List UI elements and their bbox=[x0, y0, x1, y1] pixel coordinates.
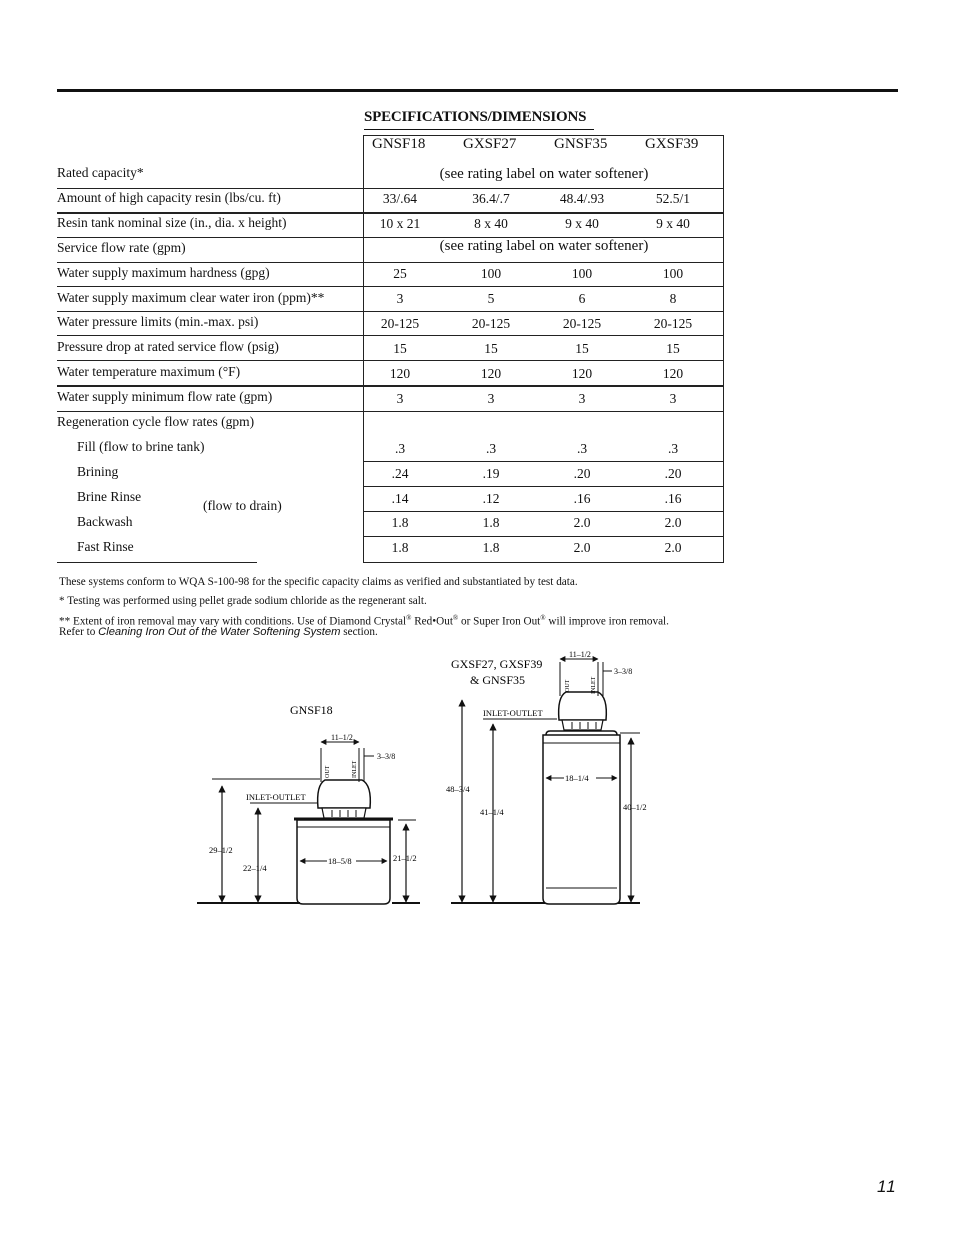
row-divider bbox=[57, 188, 724, 189]
row-divider bbox=[57, 311, 724, 312]
diagram-title-gnsf18: GNSF18 bbox=[290, 703, 333, 717]
row-label-tank-size: Resin tank nominal size (in., dia. x height) bbox=[57, 215, 287, 230]
cell: 1.8 bbox=[482, 540, 500, 555]
dim-22-1-4: 22–1/4 bbox=[243, 863, 267, 873]
row-label-pressure-limits: Water pressure limits (min.-max. psi) bbox=[57, 314, 259, 329]
cell: 3 bbox=[396, 291, 404, 306]
row-divider bbox=[57, 286, 724, 287]
cell: 48.4/.93 bbox=[559, 191, 605, 206]
cell: 8 bbox=[669, 291, 677, 306]
cell: 120 bbox=[480, 366, 502, 381]
cell: 15 bbox=[666, 341, 680, 356]
dim-11-1-2: 11–1/2 bbox=[569, 650, 591, 659]
row-label-max-hardness: Water supply maximum hardness (gpg) bbox=[57, 265, 270, 280]
cell: .16 bbox=[664, 491, 682, 506]
cell: 9 x 40 bbox=[656, 216, 690, 231]
cell: .20 bbox=[664, 466, 682, 481]
row-label-resin-amount: Amount of high capacity resin (lbs/cu. ft) bbox=[57, 190, 281, 205]
table-bottom-border bbox=[363, 562, 724, 563]
port-label-inlet: INLET bbox=[591, 676, 597, 694]
table-bottom-border bbox=[57, 562, 257, 563]
row-label-rated-capacity: Rated capacity* bbox=[57, 165, 144, 180]
cell: 20-125 bbox=[653, 316, 693, 331]
cell: 8 x 40 bbox=[474, 216, 508, 231]
cell: 9 x 40 bbox=[565, 216, 599, 231]
tank-body bbox=[543, 735, 620, 904]
cell: .3 bbox=[576, 441, 588, 456]
cell: 3 bbox=[487, 391, 495, 406]
regen-item-brine-rinse: Brine Rinse bbox=[77, 489, 142, 504]
cell: 120 bbox=[389, 366, 411, 381]
table-right-border bbox=[723, 135, 724, 563]
regen-item-fast-rinse: Fast Rinse bbox=[77, 539, 134, 554]
col-header-gxsf27: GXSF27 bbox=[463, 136, 517, 152]
row-divider bbox=[57, 385, 724, 387]
cell: .20 bbox=[573, 466, 591, 481]
valve-base bbox=[322, 808, 366, 818]
cell: 36.4/.7 bbox=[472, 191, 510, 206]
row-divider bbox=[57, 360, 724, 361]
cell: 2.0 bbox=[664, 515, 682, 530]
row-divider bbox=[363, 461, 724, 462]
cell: 10 x 21 bbox=[379, 216, 421, 231]
rated-capacity-note: (see rating label on water softener) bbox=[439, 166, 649, 182]
row-divider bbox=[363, 486, 724, 487]
regen-item-fill: Fill (flow to brine tank) bbox=[77, 439, 205, 454]
dim-18-5-8: 18–5/8 bbox=[328, 856, 352, 866]
regen-item-backwash: Backwash bbox=[77, 514, 133, 529]
row-divider bbox=[363, 511, 724, 512]
row-divider bbox=[57, 335, 724, 336]
cell: .12 bbox=[482, 491, 500, 506]
row-divider bbox=[57, 411, 724, 412]
cell: .3 bbox=[485, 441, 497, 456]
flow-to-drain-label: (flow to drain) bbox=[203, 498, 282, 513]
cell: 52.5/1 bbox=[655, 191, 691, 206]
row-label-min-flow: Water supply minimum flow rate (gpm) bbox=[57, 389, 273, 404]
cell: 2.0 bbox=[573, 540, 591, 555]
dim-48-3-4: 48–3/4 bbox=[446, 784, 470, 794]
cell: 20-125 bbox=[380, 316, 420, 331]
top-rule bbox=[57, 89, 898, 92]
dim-40-1-2: 40–1/2 bbox=[623, 802, 647, 812]
col-header-gnsf18: GNSF18 bbox=[372, 136, 426, 152]
regen-item-brining: Brining bbox=[77, 464, 119, 479]
cell: .3 bbox=[394, 441, 406, 456]
note-refer: Refer to Cleaning Iron Out of the Water Softening System section. bbox=[59, 626, 378, 638]
cell: 2.0 bbox=[664, 540, 682, 555]
dim-11-1-2: 11–1/2 bbox=[331, 733, 353, 742]
row-label-max-temperature: Water temperature maximum (°F) bbox=[57, 364, 241, 379]
dim-3-3-8: 3–3/8 bbox=[614, 667, 633, 676]
note-testing: * Testing was performed using pellet grade sodium chloride as the regenerant salt. bbox=[59, 595, 427, 607]
cell: 25 bbox=[393, 266, 407, 281]
note-wqa: These systems conform to WQA S-100-98 for the specific capacity claims as verified and substantiated by test data. bbox=[59, 576, 578, 588]
cell: 3 bbox=[396, 391, 404, 406]
cell: .3 bbox=[667, 441, 679, 456]
row-divider bbox=[363, 536, 724, 537]
cell: 3 bbox=[669, 391, 677, 406]
cell: 6 bbox=[578, 291, 586, 306]
diagram-title-gxsf-line2: & GNSF35 bbox=[470, 673, 526, 687]
cell: 1.8 bbox=[391, 515, 409, 530]
cell: 2.0 bbox=[573, 515, 591, 530]
dim-18-1-4: 18–1/4 bbox=[565, 773, 589, 783]
inlet-outlet-label: INLET-OUTLET bbox=[246, 792, 306, 802]
cell: 15 bbox=[484, 341, 498, 356]
valve-head bbox=[318, 780, 371, 808]
row-label-pressure-drop: Pressure drop at rated service flow (psig) bbox=[57, 339, 279, 354]
cell: 100 bbox=[480, 266, 502, 281]
cell: 1.8 bbox=[482, 515, 500, 530]
valve-head bbox=[559, 692, 607, 720]
section-heading: SPECIFICATIONS/DIMENSIONS bbox=[364, 109, 587, 125]
cell: .16 bbox=[573, 491, 591, 506]
dim-41-1-4: 41–1/4 bbox=[480, 807, 504, 817]
cell: 100 bbox=[571, 266, 593, 281]
diagram-gnsf18 bbox=[197, 703, 420, 904]
port-label-inlet: INLET bbox=[352, 760, 358, 778]
cell: 33/.64 bbox=[382, 191, 418, 206]
valve-base bbox=[562, 720, 603, 730]
diagram-gxsf bbox=[446, 650, 647, 904]
row-divider bbox=[57, 262, 724, 263]
cell: 20-125 bbox=[471, 316, 511, 331]
port-label-out: OUT bbox=[565, 679, 571, 692]
cell: .19 bbox=[482, 466, 500, 481]
row-label-max-iron: Water supply maximum clear water iron (ppm)** bbox=[57, 290, 325, 305]
cell: 120 bbox=[571, 366, 593, 381]
cell: 100 bbox=[662, 266, 684, 281]
service-flow-note: (see rating label on water softener) bbox=[439, 238, 649, 254]
cell: .14 bbox=[391, 491, 409, 506]
row-label-regeneration: Regeneration cycle flow rates (gpm) bbox=[57, 414, 255, 429]
cell: 120 bbox=[662, 366, 684, 381]
cell: .24 bbox=[391, 466, 409, 481]
specifications-table bbox=[57, 135, 724, 563]
dim-29-1-2: 29–1/2 bbox=[209, 845, 233, 855]
col-header-gnsf35: GNSF35 bbox=[554, 136, 608, 152]
note-iron: ** Extent of iron removal may vary with conditions. Use of Diamond Crystal® Red•Out® or Super Iron Out® will improve iron removal. bbox=[59, 614, 669, 628]
dimension-diagrams bbox=[0, 640, 954, 920]
port-label-out: OUT bbox=[325, 765, 331, 778]
cell: 1.8 bbox=[391, 540, 409, 555]
diagram-title-gxsf-line1: GXSF27, GXSF39 bbox=[451, 657, 543, 671]
heading-underline bbox=[364, 129, 594, 130]
cell: 5 bbox=[487, 291, 495, 306]
dim-21-1-2: 21–1/2 bbox=[393, 853, 417, 863]
section-reference-link: Cleaning Iron Out of the Water Softening System bbox=[98, 626, 341, 638]
row-label-service-flow: Service flow rate (gpm) bbox=[57, 240, 186, 255]
dim-3-3-8: 3–3/8 bbox=[377, 752, 396, 761]
cell: 20-125 bbox=[562, 316, 602, 331]
col-header-gxsf39: GXSF39 bbox=[645, 136, 699, 152]
cell: 15 bbox=[575, 341, 589, 356]
page-number: 11 bbox=[877, 1177, 897, 1196]
row-divider bbox=[57, 212, 724, 214]
inlet-outlet-label: INLET-OUTLET bbox=[483, 708, 543, 718]
cell: 3 bbox=[578, 391, 586, 406]
cell: 15 bbox=[393, 341, 407, 356]
